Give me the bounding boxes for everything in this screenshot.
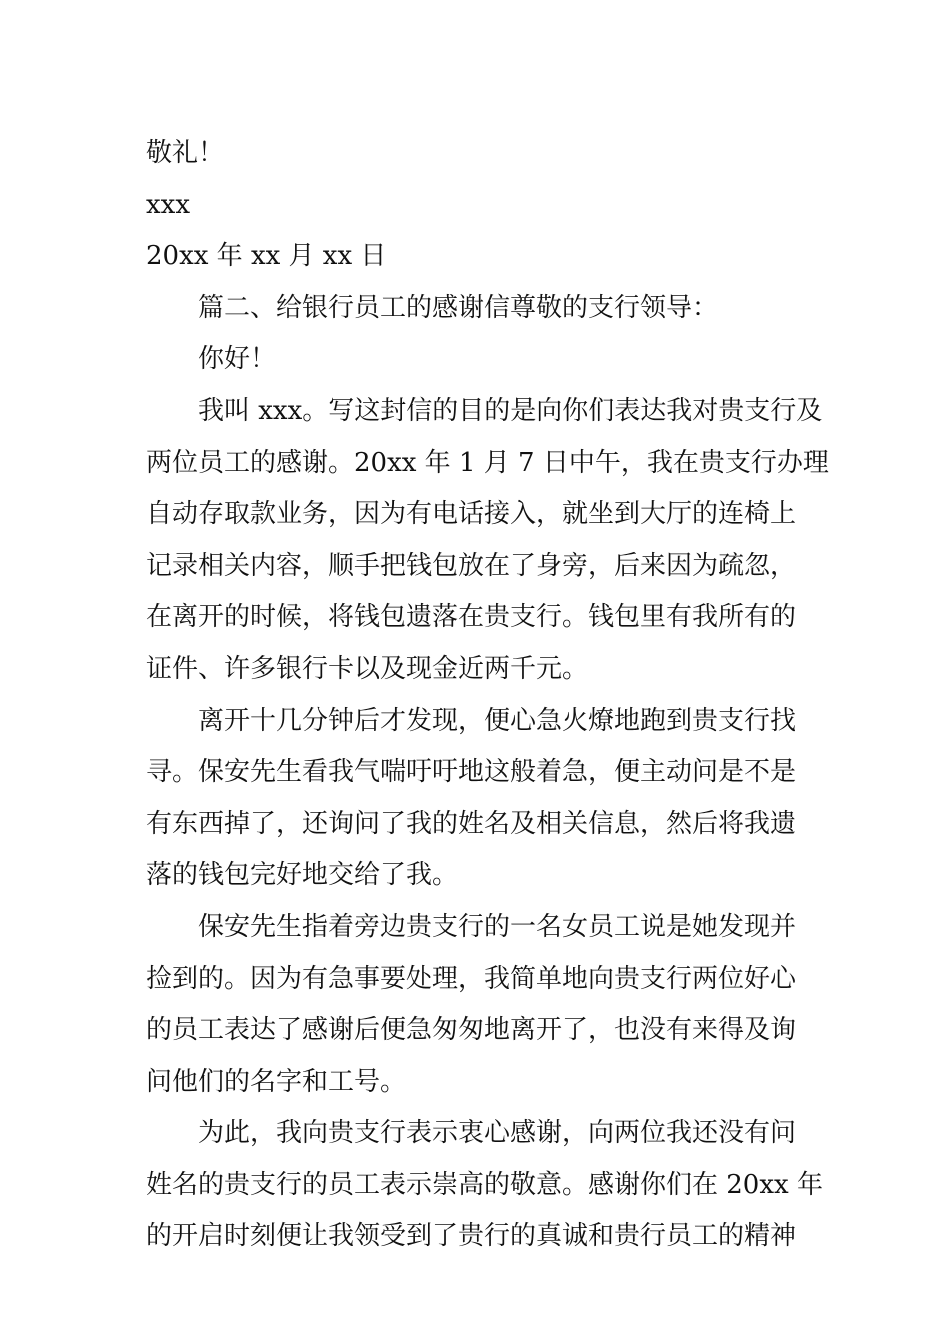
paragraph-line: 寻。保安先生看我气喘吁吁地这般着急，便主动问是不是 — [146, 757, 797, 788]
paragraph-line: 两位员工的感谢。20xx 年 1 月 7 日中午，我在贵支行办理 — [146, 447, 829, 478]
paragraph-line: 我叫 xxx。写这封信的目的是向你们表达我对贵支行及 — [198, 395, 823, 426]
paragraph-line: 捡到的。因为有急事要处理，我简单地向贵支行两位好心 — [146, 963, 797, 994]
letter-greeting: 你好！ — [198, 344, 277, 375]
paragraph-line: 自动存取款业务，因为有电话接入，就坐到大厅的连椅上 — [146, 499, 797, 530]
paragraph-line: 的开启时刻便让我领受到了贵行的真诚和贵行员工的精神 — [146, 1221, 797, 1252]
paragraph-line: 保安先生指着旁边贵支行的一名女员工说是她发现并 — [198, 911, 797, 942]
paragraph-line: 有东西掉了，还询问了我的姓名及相关信息，然后将我遗 — [146, 808, 797, 839]
paragraph-line: 离开十几分钟后才发现，便心急火燎地跑到贵支行找 — [198, 705, 797, 736]
paragraph-line: 姓名的贵支行的员工表示崇高的敬意。感谢你们在 20xx 年 — [146, 1169, 823, 1200]
paragraph-line: 记录相关内容，顺手把钱包放在了身旁，后来因为疏忽， — [146, 550, 797, 581]
paragraph-line: 落的钱包完好地交给了我。 — [146, 860, 459, 891]
paragraph-line: 问他们的名字和工号。 — [146, 1066, 407, 1097]
closing-date: 20xx 年 xx 月 xx 日 — [146, 241, 387, 272]
letter-heading: 篇二、给银行员工的感谢信尊敬的支行领导： — [198, 292, 719, 323]
closing-salute: 敬礼！ — [146, 138, 225, 168]
paragraph-line: 证件、许多银行卡以及现金近两千元。 — [146, 653, 589, 684]
paragraph-line: 的员工表达了感谢后便急匆匆地离开了，也没有来得及询 — [146, 1015, 797, 1046]
closing-signature: xxx — [146, 189, 190, 220]
paragraph-line: 在离开的时候，将钱包遗落在贵支行。钱包里有我所有的 — [146, 602, 797, 633]
letter-body — [146, 128, 829, 1263]
paragraph-line: 为此，我向贵支行表示衷心感谢，向两位我还没有问 — [198, 1118, 797, 1149]
